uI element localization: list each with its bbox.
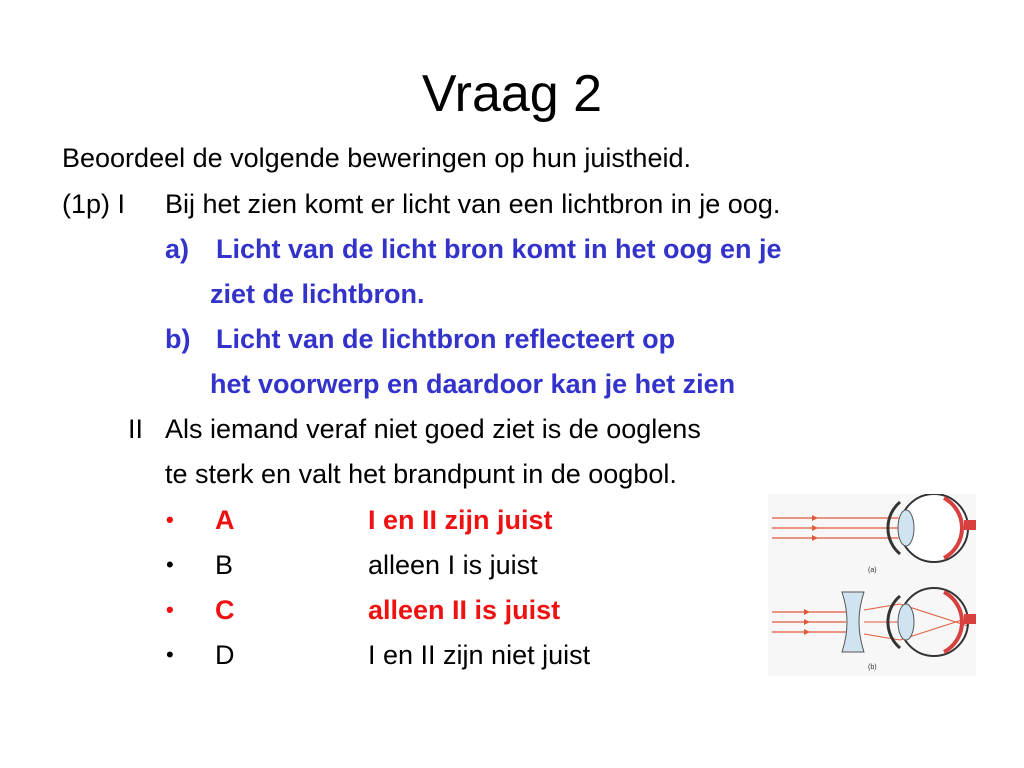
answer-a-bullet: • (166, 507, 174, 532)
answer-a-text: I en II zijn juist (368, 505, 553, 535)
answer-b-bullet: • (166, 552, 174, 577)
statement-1-text: Bij het zien komt er licht van een lichtbron in je oog. (165, 189, 781, 219)
answer-b-text: alleen I is juist (368, 550, 538, 580)
option-b-line1: Licht van de lichtbron reflecteert op (216, 324, 676, 354)
figure-label-b: (b) (868, 664, 877, 671)
slide-title: Vraag 2 (421, 65, 603, 123)
option-a-line1: Licht van de licht bron komt in het oog en je (216, 234, 782, 264)
option-a-label: a) (165, 234, 190, 264)
statement-2-number: II (128, 414, 144, 444)
option-a-line2: ziet de lichtbron. (210, 279, 425, 309)
answer-c-bullet: • (166, 597, 174, 622)
statement-2-line1: Als iemand veraf niet goed ziet is de ooglens (165, 414, 701, 444)
statement-2-line2: te sterk en valt het brandpunt in de oogbol. (165, 459, 677, 489)
answer-c-letter: C (215, 595, 235, 625)
option-b-line2: het voorwerp en daardoor kan je het zien (210, 369, 736, 399)
statement-1-points: (1p) I (62, 189, 126, 219)
answer-d-text: I en II zijn niet juist (368, 640, 591, 670)
answer-d-letter: D (215, 640, 235, 670)
answer-d-bullet: • (166, 642, 174, 667)
option-b-label: b) (165, 324, 191, 354)
answer-b-letter: B (215, 550, 234, 580)
eye-lens-diagram (768, 494, 976, 676)
answer-c-text: alleen II is juist (368, 595, 561, 625)
intro-text: Beoordeel de volgende beweringen op hun juistheid. (62, 143, 691, 173)
figure-label-a: (a) (868, 567, 877, 574)
answer-a-letter: A (215, 505, 235, 535)
